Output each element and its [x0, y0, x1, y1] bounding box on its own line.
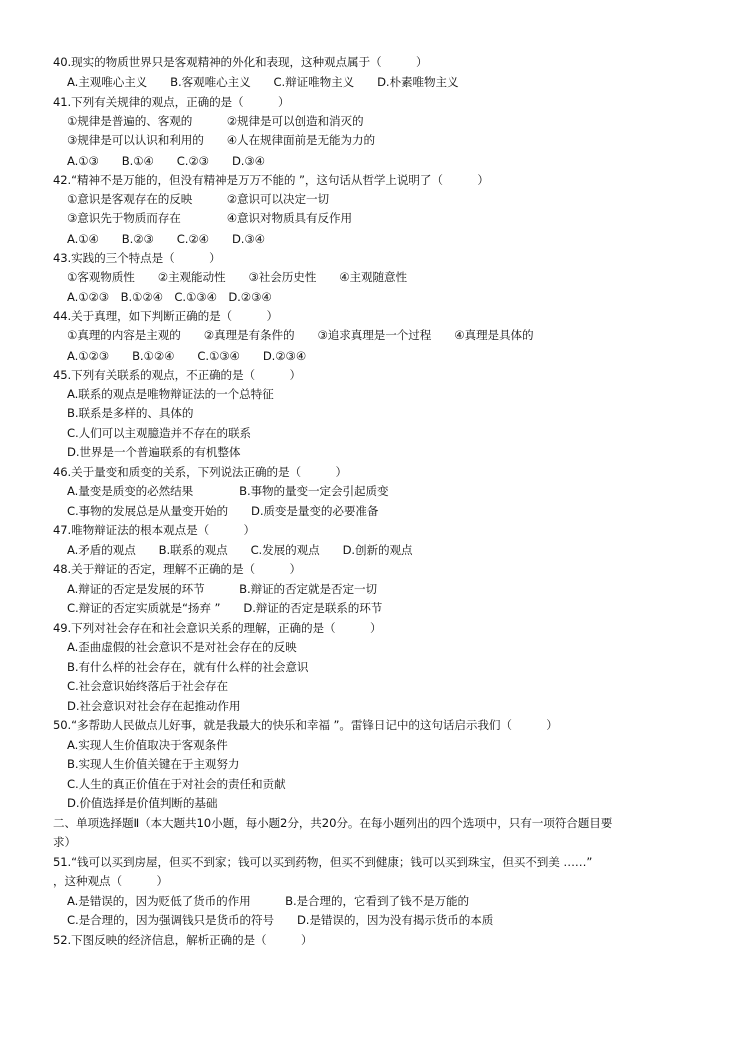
question-44-items: ①真理的内容是主观的 ②真理是有条件的 ③追求真理是一个过程 ④真理是具体的 [67, 328, 534, 342]
question-46-stem: 46.关于量变和质变的关系，下列说法正确的是（ ） [53, 465, 347, 479]
question-47-options: A.矛盾的观点 B.联系的观点 C.发展的观点 D.创新的观点 [67, 543, 413, 557]
question-45-option-b: B.联系是多样的、具体的 [67, 406, 194, 420]
question-43-options: A.①②③ B.①②④ C.①③④ D.②③④ [67, 290, 272, 304]
section-2-heading-cont: 求） [53, 835, 76, 849]
question-41-options: A.①③ B.①④ C.②③ D.③④ [67, 154, 265, 168]
question-48-options-1: A.辩证的否定是发展的环节 B.辩证的否定就是否定一切 [67, 582, 377, 596]
question-50-option-b: B.实现人生价值关键在于主观努力 [67, 757, 240, 771]
question-43-items: ①客观物质性 ②主观能动性 ③社会历史性 ④主观随意性 [67, 270, 408, 284]
question-51-stem: 51.“钱可以买到房屋，但买不到家；钱可以买到药物，但买不到健康；钱可以买到珠宝，但买不到美 ……” [53, 855, 593, 869]
question-41-stem: 41.下列有关规律的观点，正确的是（ ） [53, 95, 290, 109]
question-45-option-d: D.世界是一个普遍联系的有机整体 [67, 445, 241, 459]
question-51-options-1: A.是错误的，因为贬低了货币的作用 B.是合理的，它看到了钱不是万能的 [67, 894, 469, 908]
question-49-option-b: B.有什么样的社会存在，就有什么样的社会意识 [67, 660, 309, 674]
question-49-option-a: A.歪曲虚假的社会意识不是对社会存在的反映 [67, 640, 297, 654]
question-51-stem-cont: ，这种观点（ ） [53, 874, 168, 888]
question-51-options-2: C.是合理的，因为强调钱只是货币的符号 D.是错误的，因为没有揭示货币的本质 [67, 913, 494, 927]
question-46-options-2: C.事物的发展总是从量变开始的 D.质变是量变的必要准备 [67, 504, 379, 518]
question-44-options: A.①②③ B.①②④ C.①③④ D.②③④ [67, 349, 307, 363]
question-50-option-a: A.实现人生价值取决于客观条件 [67, 738, 228, 752]
question-44-stem: 44.关于真理，如下判断正确的是（ ） [53, 309, 279, 323]
question-40-stem: 40.现实的物质世界只是客观精神的外化和表现，这种观点属于（ ） [53, 55, 428, 69]
question-45-option-a: A.联系的观点是唯物辩证法的一个总特征 [67, 387, 274, 401]
question-50-option-c: C.人生的真正价值在于对社会的责任和贡献 [67, 777, 286, 791]
question-48-stem: 48.关于辩证的否定，理解不正确的是（ ） [53, 562, 302, 576]
question-42-stem: 42.“精神不是万能的，但没有精神是万万不能的 ”，这句话从哲学上说明了（ ） [53, 173, 489, 187]
question-45-stem: 45.下列有关联系的观点，不正确的是（ ） [53, 368, 302, 382]
question-41-items-1: ①规律是普遍的、客观的 ②规律是可以创造和消灭的 [67, 114, 364, 128]
question-50-stem: 50.“多帮助人民做点儿好事，就是我最大的快乐和幸福 ”。雷锋日记中的这句话启示我们（ ） [53, 718, 558, 732]
question-47-stem: 47.唯物辩证法的根本观点是（ ） [53, 523, 256, 537]
question-50-option-d: D.价值选择是价值判断的基础 [67, 796, 218, 810]
question-45-option-c: C.人们可以主观臆造并不存在的联系 [67, 426, 251, 440]
question-42-options: A.①④ B.②③ C.②④ D.③④ [67, 232, 265, 246]
question-49-stem: 49.下列对社会存在和社会意识关系的理解，正确的是（ ） [53, 621, 382, 635]
question-42-items-1: ①意识是客观存在的反映 ②意识可以决定一切 [67, 192, 329, 206]
question-46-options-1: A.量变是质变的必然结果 B.事物的量变一定会引起质变 [67, 484, 389, 498]
question-48-options-2: C.辩证的否定实质就是“扬弃 ” D.辩证的否定是联系的环节 [67, 601, 383, 615]
question-40-options: A.主观唯心主义 B.客观唯心主义 C.辩证唯物主义 D.朴素唯物主义 [67, 75, 459, 89]
question-43-stem: 43.实践的三个特点是（ ） [53, 251, 221, 265]
question-49-option-c: C.社会意识始终落后于社会存在 [67, 679, 229, 693]
question-41-items-2: ③规律是可以认识和利用的 ④人在规律面前是无能为力的 [67, 133, 375, 147]
question-42-items-2: ③意识先于物质而存在 ④意识对物质具有反作用 [67, 211, 352, 225]
question-49-option-d: D.社会意识对社会存在起推动作用 [67, 699, 241, 713]
section-2-heading: 二、单项选择题Ⅱ（本大题共10小题，每小题2分，共20分。在每小题列出的四个选项中，只有一项符合题目要 [53, 816, 613, 830]
question-52-stem: 52.下图反映的经济信息，解析正确的是（ ） [53, 933, 313, 947]
